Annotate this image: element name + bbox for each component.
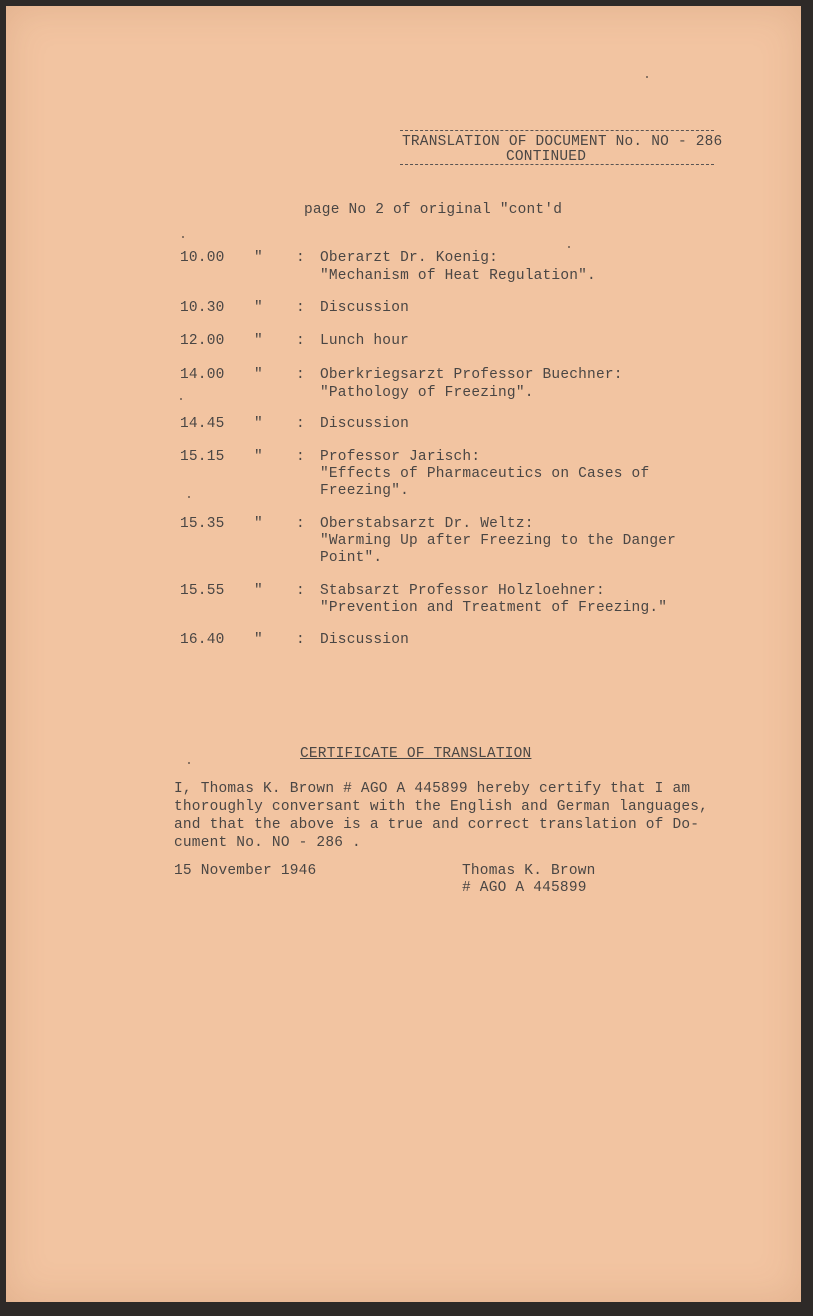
certificate-date: 15 November 1946 [174, 863, 317, 879]
schedule-colon: : [296, 300, 305, 316]
signature-id: # AGO A 445899 [462, 880, 587, 896]
schedule-desc-line: Oberarzt Dr. Koenig: [320, 250, 499, 266]
schedule-ditto: " [254, 449, 263, 465]
schedule-time: 15.55 [180, 583, 225, 599]
paper-speck [646, 76, 648, 78]
schedule-time: 10.00 [180, 250, 225, 266]
schedule-time: 10.30 [180, 300, 225, 316]
paper-speck [188, 762, 190, 764]
header-title: TRANSLATION OF DOCUMENT No. NO - 286 [402, 134, 723, 150]
header-bottom-rule [400, 164, 714, 165]
schedule-time: 15.15 [180, 449, 225, 465]
schedule-time: 15.35 [180, 516, 225, 532]
schedule-ditto: " [254, 583, 263, 599]
schedule-desc-line: Point". [320, 550, 383, 566]
header-top-rule [400, 130, 714, 131]
schedule-desc-line: "Pathology of Freezing". [320, 385, 534, 401]
schedule-ditto: " [254, 300, 263, 316]
schedule-colon: : [296, 367, 305, 383]
schedule-ditto: " [254, 367, 263, 383]
schedule-desc-line: Lunch hour [320, 333, 410, 349]
schedule-ditto: " [254, 333, 263, 349]
certificate-body-line: cument No. NO - 286 . [174, 835, 361, 851]
certificate-body-line: I, Thomas K. Brown # AGO A 445899 hereby certify that I am [174, 781, 691, 797]
schedule-desc-line: Oberstabsarzt Dr. Weltz: [320, 516, 534, 532]
schedule-time: 16.40 [180, 632, 225, 648]
paper-speck [188, 496, 190, 498]
schedule-desc-line: Discussion [320, 300, 410, 316]
page-subheading: page No 2 of original "cont'd [304, 202, 563, 218]
schedule-desc-line: Professor Jarisch: [320, 449, 481, 465]
paper-speck [180, 398, 182, 400]
paper-speck [182, 236, 184, 238]
schedule-desc-line: "Warming Up after Freezing to the Danger [320, 533, 677, 549]
schedule-colon: : [296, 416, 305, 432]
schedule-colon: : [296, 632, 305, 648]
schedule-ditto: " [254, 516, 263, 532]
schedule-desc-line: "Mechanism of Heat Regulation". [320, 268, 596, 284]
schedule-ditto: " [254, 250, 263, 266]
schedule-desc-line: Discussion [320, 416, 410, 432]
paper-speck [568, 246, 570, 248]
schedule-colon: : [296, 516, 305, 532]
schedule-colon: : [296, 449, 305, 465]
schedule-time: 14.00 [180, 367, 225, 383]
schedule-desc-line: Stabsarzt Professor Holzloehner: [320, 583, 605, 599]
schedule-colon: : [296, 583, 305, 599]
schedule-desc-line: Freezing". [320, 483, 410, 499]
schedule-time: 14.45 [180, 416, 225, 432]
schedule-time: 12.00 [180, 333, 225, 349]
signature-name: Thomas K. Brown [462, 863, 596, 879]
certificate-body-line: thoroughly conversant with the English and German languages, [174, 799, 709, 815]
schedule-ditto: " [254, 416, 263, 432]
schedule-desc-line: Discussion [320, 632, 410, 648]
header-continued: CONTINUED [506, 149, 587, 165]
schedule-desc-line: Oberkriegsarzt Professor Buechner: [320, 367, 623, 383]
schedule-desc-line: "Effects of Pharmaceutics on Cases of [320, 466, 650, 482]
schedule-ditto: " [254, 632, 263, 648]
schedule-colon: : [296, 250, 305, 266]
schedule-desc-line: "Prevention and Treatment of Freezing." [320, 600, 668, 616]
certificate-title: CERTIFICATE OF TRANSLATION [300, 746, 532, 762]
document-page [6, 6, 801, 1302]
certificate-body-line: and that the above is a true and correct translation of Do- [174, 817, 700, 833]
schedule-colon: : [296, 333, 305, 349]
